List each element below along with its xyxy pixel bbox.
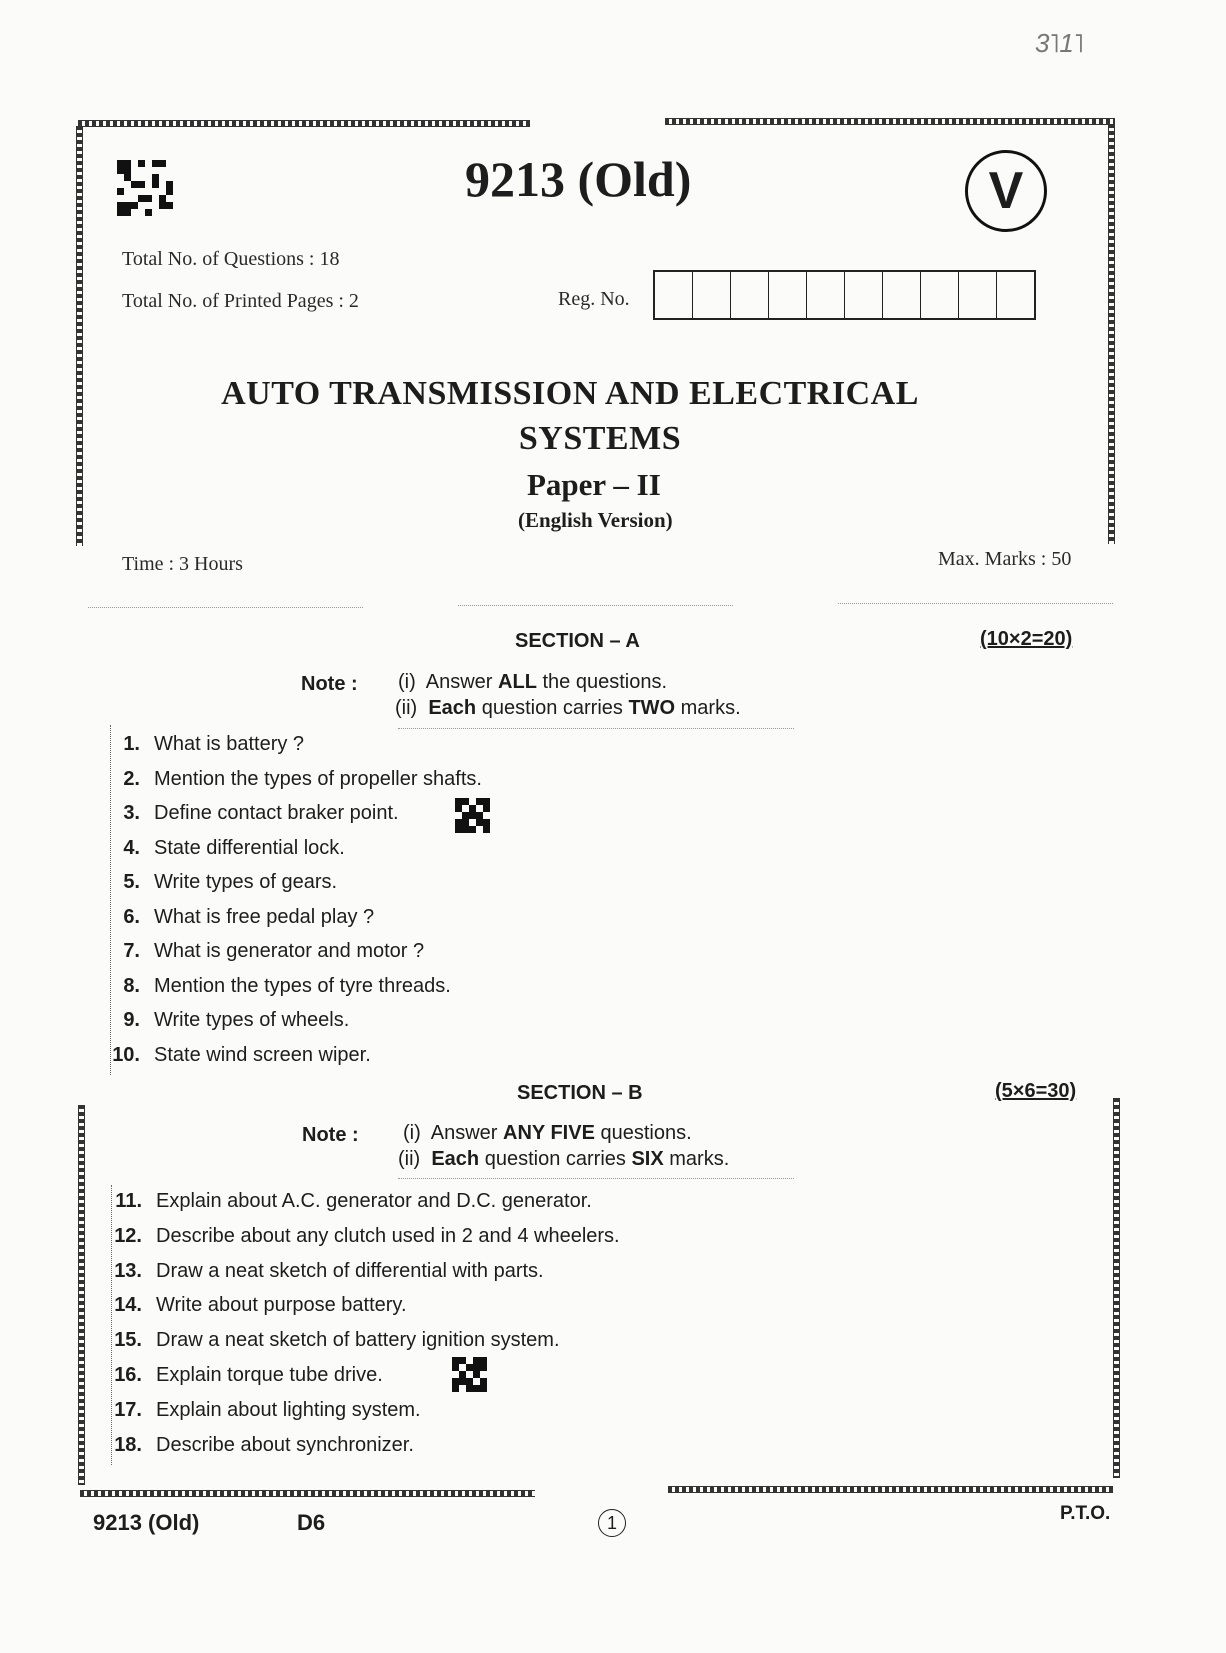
question-text: Explain about lighting system. xyxy=(156,1398,421,1421)
question-number: 13. xyxy=(114,1259,142,1282)
top-border-right xyxy=(665,118,1115,125)
question-number: 15. xyxy=(114,1329,142,1352)
question-number: 5. xyxy=(123,871,140,893)
reg-box[interactable] xyxy=(731,272,769,318)
question-text: Describe about synchronizer. xyxy=(156,1433,414,1456)
left-border-bottom xyxy=(78,1105,85,1485)
section-b-note-label: Note : xyxy=(302,1124,359,1146)
question-text: Draw a neat sketch of battery ignition system. xyxy=(156,1329,560,1352)
reg-box[interactable] xyxy=(921,272,959,318)
time-limit: Time : 3 Hours xyxy=(122,553,243,575)
question-number: 1. xyxy=(123,733,140,755)
question-text: Describe about any clutch used in 2 and 4 wheelers. xyxy=(156,1224,620,1247)
question-text: What is generator and motor ? xyxy=(154,940,425,962)
section-a-note-label: Note : xyxy=(301,673,358,695)
question-text: What is battery ? xyxy=(154,733,305,755)
right-border-top xyxy=(1108,124,1115,544)
section-a-note-1: (i) Answer ALL the questions. xyxy=(398,671,668,693)
question-number: 9. xyxy=(123,1009,140,1031)
page-number-text: 1 xyxy=(606,1512,617,1533)
question-number: 4. xyxy=(123,836,140,859)
printed-pages: Total No. of Printed Pages : 2 xyxy=(122,290,359,312)
question-number: 7. xyxy=(123,940,140,962)
section-b-note-2: (ii) Each question carries SIX marks. xyxy=(398,1148,730,1170)
reg-box[interactable] xyxy=(655,272,693,318)
question-number: 6. xyxy=(123,905,140,928)
footer-set-code: D6 xyxy=(297,1510,326,1535)
question-item xyxy=(102,1294,407,1317)
note-underline xyxy=(398,728,794,729)
question-item xyxy=(102,1260,544,1283)
question-item xyxy=(100,1044,371,1067)
reg-number-boxes[interactable] xyxy=(653,270,1036,320)
question-number: 14. xyxy=(114,1294,142,1317)
subject-line-2: SYSTEMS xyxy=(518,420,682,457)
section-b-note-1: (i) Answer ANY FIVE questions. xyxy=(403,1122,692,1144)
question-number: 12. xyxy=(114,1224,142,1247)
reg-box[interactable] xyxy=(769,272,807,318)
question-text: Mention the types of propeller shafts. xyxy=(154,767,482,790)
divider xyxy=(838,603,1113,604)
question-item xyxy=(102,1364,383,1387)
footer-paper-code: 9213 (Old) xyxy=(93,1510,200,1535)
bottom-border-left xyxy=(80,1490,535,1497)
version-letter: V xyxy=(988,162,1024,220)
section-a-note-2: (ii) Each question carries TWO marks. xyxy=(395,697,741,719)
question-text: Write types of gears. xyxy=(154,871,338,893)
question-item xyxy=(102,1434,414,1457)
question-item xyxy=(102,1190,592,1213)
question-number: 16. xyxy=(114,1364,142,1386)
reg-box[interactable] xyxy=(883,272,921,318)
qr-code-icon xyxy=(455,798,490,833)
question-text: State differential lock. xyxy=(154,836,345,859)
reg-box[interactable] xyxy=(997,272,1034,318)
question-item xyxy=(100,768,482,791)
section-a-marks: (10×2=20) xyxy=(980,628,1073,650)
bottom-border-right xyxy=(668,1486,1113,1493)
question-item xyxy=(100,802,399,825)
question-number: 10. xyxy=(112,1043,140,1066)
question-text: What is free pedal play ? xyxy=(154,905,375,928)
reg-box[interactable] xyxy=(693,272,731,318)
note-underline xyxy=(398,1178,794,1179)
question-text: Explain torque tube drive. xyxy=(156,1364,383,1386)
question-number: 2. xyxy=(123,767,140,790)
english-version: (English Version) xyxy=(518,508,673,532)
question-item xyxy=(100,871,337,894)
reg-box[interactable] xyxy=(959,272,997,318)
question-item xyxy=(100,906,374,929)
question-text: Mention the types of tyre threads. xyxy=(154,974,451,997)
reg-box[interactable] xyxy=(807,272,845,318)
question-number: 17. xyxy=(114,1398,142,1421)
divider xyxy=(88,607,363,608)
pto-label: P.T.O. xyxy=(1060,1503,1111,1524)
section-b-title: SECTION – B xyxy=(517,1082,643,1104)
question-item xyxy=(100,1009,349,1032)
section-b-marks: (5×6=30) xyxy=(995,1080,1077,1102)
qr-code-icon xyxy=(452,1357,487,1392)
reg-label: Reg. No. xyxy=(558,288,630,310)
top-border-left xyxy=(78,120,530,127)
page-number xyxy=(598,1509,626,1537)
question-number: 11. xyxy=(115,1190,142,1212)
question-item xyxy=(102,1225,620,1248)
question-item xyxy=(100,837,345,860)
paper-code: 9213 (Old) xyxy=(465,151,692,207)
question-number: 18. xyxy=(114,1433,142,1456)
divider xyxy=(458,605,733,606)
question-text: Write about purpose battery. xyxy=(156,1294,407,1317)
left-border-top xyxy=(76,126,83,546)
question-text: Explain about A.C. generator and D.C. generator. xyxy=(156,1190,592,1212)
question-text: State wind screen wiper. xyxy=(154,1043,371,1066)
question-item xyxy=(100,975,451,998)
qr-code-icon xyxy=(117,160,173,221)
reg-box[interactable] xyxy=(845,272,883,318)
question-item xyxy=(102,1329,560,1352)
paper-number: Paper – II xyxy=(527,467,661,502)
corner-note: 3˥1˥ xyxy=(1035,28,1084,58)
section-a-title: SECTION – A xyxy=(515,630,640,652)
total-questions: Total No. of Questions : 18 xyxy=(122,248,340,270)
question-text: Write types of wheels. xyxy=(154,1009,350,1031)
question-number: 3. xyxy=(123,802,140,824)
question-text: Draw a neat sketch of differential with parts. xyxy=(156,1259,544,1282)
question-item xyxy=(102,1399,421,1422)
question-item xyxy=(100,733,304,756)
question-text: Define contact braker point. xyxy=(154,802,399,824)
question-item xyxy=(100,940,424,963)
subject-line-1: AUTO TRANSMISSION AND ELECTRICAL xyxy=(221,375,919,412)
version-badge xyxy=(965,150,1047,232)
right-border-bottom xyxy=(1113,1098,1120,1478)
max-marks: Max. Marks : 50 xyxy=(938,548,1072,570)
question-number: 8. xyxy=(123,974,140,997)
